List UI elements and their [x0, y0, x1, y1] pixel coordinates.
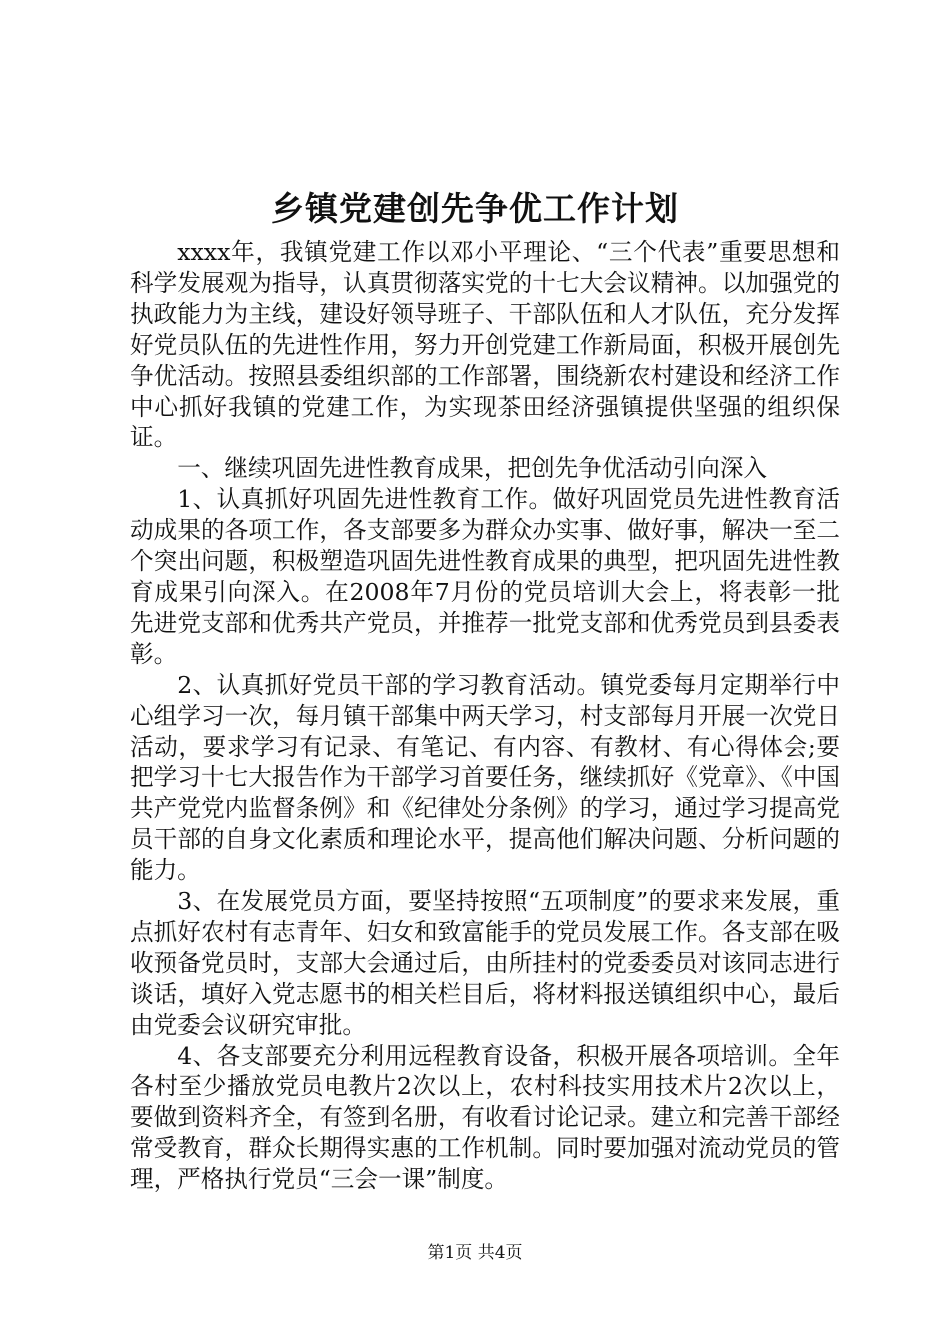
item-paragraph-3: 3、在发展党员方面，要坚持按照“五项制度”的要求来发展，重点抓好农村有志青年、妇女和致富能手的党员发展工作。各支部在吸收预备党员时，支部大会通过后，由所挂村的党委委员对该同志进行谈话，填好入党志愿书的相关栏目后，将材料报送镇组织中心，最后由党委会议研究审批。 [130, 887, 840, 1039]
page-footer: 第1页 共4页 [427, 1243, 523, 1263]
document-body [130, 237, 840, 1195]
item-paragraph-2: 2、认真抓好党员干部的学习教育活动。镇党委每月定期举行中心组学习一次，每月镇干部集中两天学习，村支部每月开展一次党日活动，要求学习有记录、有笔记、有内容、有教材、有心得体会;要把学习十七大报告作为干部学习首要任务，继续抓好《党章》、《中国共产党党内监督条例》和《纪律处分条例》的学习，通过学习提高党员干部的自身文化素质和理论水平，提高他们解决问题、分析问题的能力。 [130, 670, 840, 885]
item-paragraph-1: 1、认真抓好巩固先进性教育工作。做好巩固党员先进性教育活动成果的各项工作，各支部要多为群众办实事、做好事，解决一至二个突出问题，积极塑造巩固先进性教育成果的典型，把巩固先进性教育成果引向深入。在2008年7月份的党员培训大会上，将表彰一批先进党支部和优秀共产党员，并推荐一批党支部和优秀党员到县委表彰。 [130, 485, 840, 668]
intro-paragraph: xxxx年，我镇党建工作以邓小平理论、“三个代表”重要思想和科学发展观为指导，认真贯彻落实党的十七大会议精神。以加强党的执政能力为主线，建设好领导班子、干部队伍和人才队伍，充分发挥好党员队伍的先进性作用，努力开创党建工作新局面，积极开展创先争优活动。按照县委组织部的工作部署，围绕新农村建设和经济工作中心抓好我镇的党建工作，为实现茶田经济强镇提供坚强的组织保证。 [130, 238, 840, 452]
section-heading-1: 一、继续巩固先进性教育成果，把创先争优活动引向深入 [177, 454, 768, 483]
document-title: 乡镇党建创先争优工作计划 [271, 189, 679, 228]
item-paragraph-4: 4、各支部要充分利用远程教育设备，积极开展各项培训。全年各村至少播放党员电教片2次以上，农村科技实用技术片2次以上，要做到资料齐全，有签到名册，有收看讨论记录。建立和完善干部经常受教育，群众长期得实惠的工作机制。同时要加强对流动党员的管理，严格执行党员“三会一课”制度。 [130, 1041, 840, 1194]
